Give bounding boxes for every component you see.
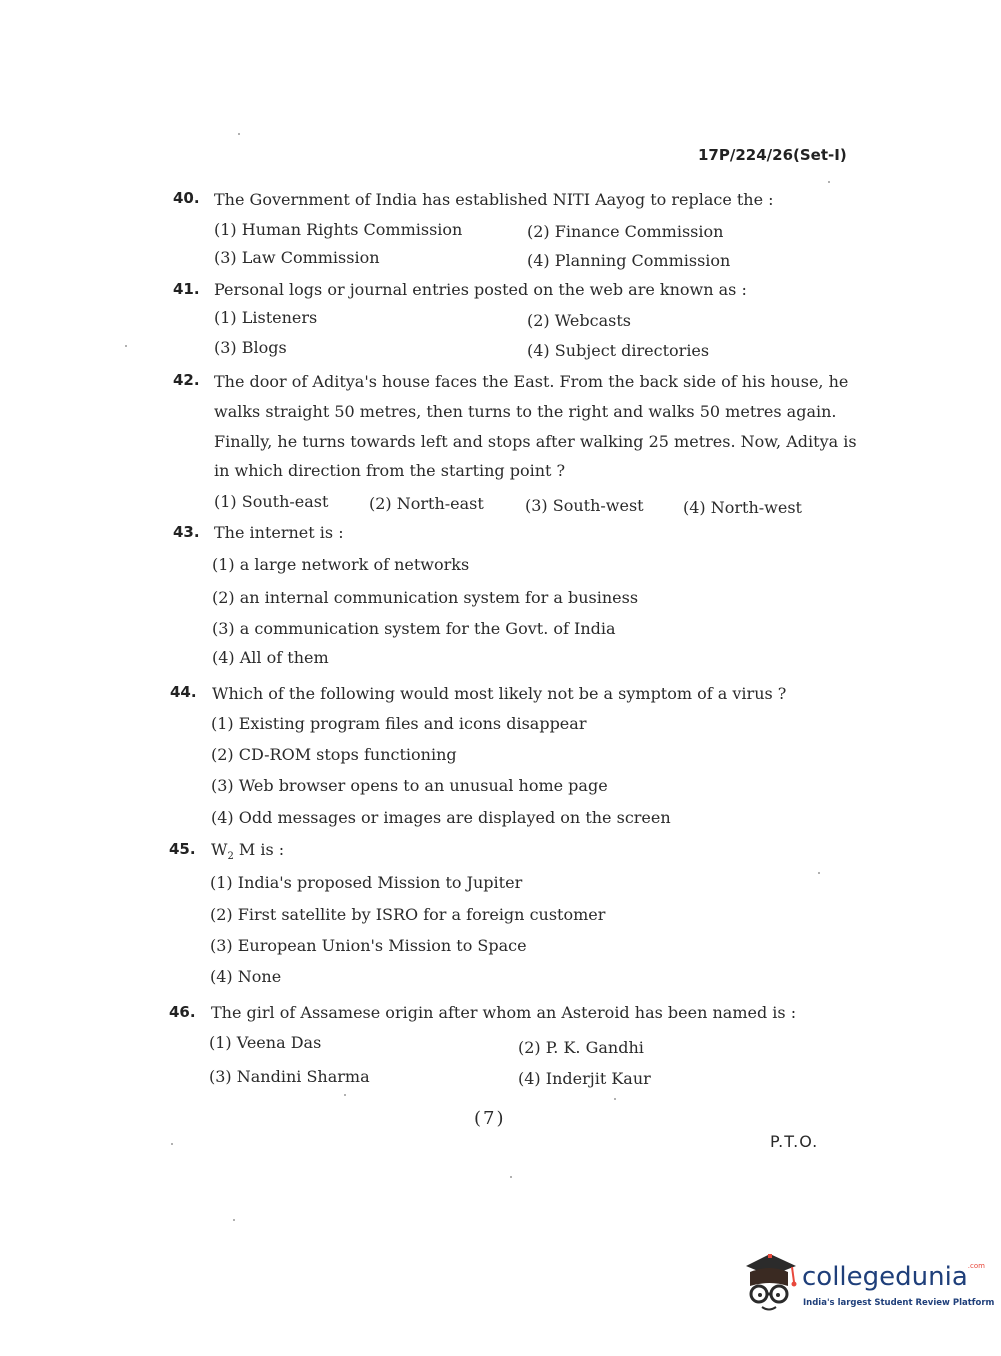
scan-speck [344, 1094, 346, 1096]
option: (4) Subject directories [527, 341, 710, 360]
scan-speck [238, 133, 240, 135]
watermark-brand-text: collegedunia [802, 1262, 968, 1292]
option: (2) CD-ROM stops functioning [211, 745, 457, 764]
question-number: 42. [173, 371, 200, 389]
option: (3) South-west [525, 496, 644, 515]
question-number: 40. [173, 189, 200, 207]
option: (4) Planning Commission [527, 251, 731, 270]
question-text-subscript: 2 [227, 851, 234, 863]
option: (4) All of them [212, 648, 329, 667]
question-text-line: walks straight 50 metres, then turns to the right and walks 50 metres again. [214, 402, 837, 421]
option: (2) North-east [369, 494, 484, 513]
option: (3) Nandini Sharma [209, 1067, 370, 1086]
pto-label: P.T.O. [770, 1132, 819, 1151]
option: (4) None [210, 967, 282, 986]
option: (1) Veena Das [209, 1033, 322, 1052]
watermark-brand [802, 1262, 985, 1292]
question-text-line: Finally, he turns towards left and stops after walking 25 metres. Now, Aditya is [214, 432, 857, 451]
option: (1) Human Rights Commission [214, 220, 463, 239]
option: (1) a large network of networks [212, 555, 470, 574]
question-text-suffix: M is : [233, 840, 285, 859]
option: (1) Existing program files and icons disappear [211, 714, 587, 733]
watermark-tagline: India's largest Student Review Platform [803, 1298, 995, 1308]
scan-speck [614, 1098, 616, 1100]
scan-speck [818, 872, 820, 874]
option: (3) Blogs [214, 338, 287, 357]
question-number: 41. [173, 280, 200, 298]
question-text-line: in which direction from the starting point ? [214, 461, 566, 480]
option: (3) Web browser opens to an unusual home page [211, 776, 608, 795]
scan-speck [828, 181, 830, 183]
question-number: 44. [170, 683, 197, 701]
watermark-brand-suffix: .com [967, 1262, 985, 1270]
question-number: 46. [169, 1003, 196, 1021]
option: (1) South-east [214, 492, 329, 511]
question-text: The girl of Assamese origin after whom an Asteroid has been named is : [211, 1003, 797, 1022]
scan-speck [510, 1176, 512, 1178]
option: (2) P. K. Gandhi [518, 1038, 644, 1057]
option: (2) an internal communication system for a business [212, 588, 639, 607]
question-text-prefix: W [211, 840, 228, 859]
option: (2) First satellite by ISRO for a foreign customer [210, 905, 606, 924]
option: (4) Inderjit Kaur [518, 1069, 651, 1088]
option: (4) North-west [683, 498, 802, 517]
scan-speck [171, 1143, 173, 1145]
collegedunia-mascot-icon [740, 1250, 802, 1314]
question-text: The internet is : [214, 523, 344, 542]
question-text: Personal logs or journal entries posted on the web are known as : [214, 280, 747, 299]
page-number: (7) [474, 1108, 506, 1129]
option: (3) European Union's Mission to Space [210, 936, 527, 955]
scan-speck [125, 345, 127, 347]
option: (4) Odd messages or images are displayed on the screen [211, 808, 671, 827]
option: (1) Listeners [214, 308, 318, 327]
question-number: 43. [173, 523, 200, 541]
option: (2) Webcasts [527, 311, 631, 330]
question-text [211, 835, 284, 872]
paper-code: 17P/224/26(Set-I) [698, 146, 847, 164]
option: (2) Finance Commission [527, 222, 724, 241]
option: (3) Law Commission [214, 248, 380, 267]
option: (1) India's proposed Mission to Jupiter [210, 873, 523, 892]
question-text: Which of the following would most likely not be a symptom of a virus ? [212, 684, 787, 703]
option: (3) a communication system for the Govt. of India [212, 619, 616, 638]
question-text: The Government of India has established NITI Aayog to replace the : [214, 190, 774, 209]
scan-speck [233, 1219, 235, 1221]
question-number: 45. [169, 840, 196, 858]
question-text-line: The door of Aditya's house faces the East. From the back side of his house, he [214, 372, 849, 391]
